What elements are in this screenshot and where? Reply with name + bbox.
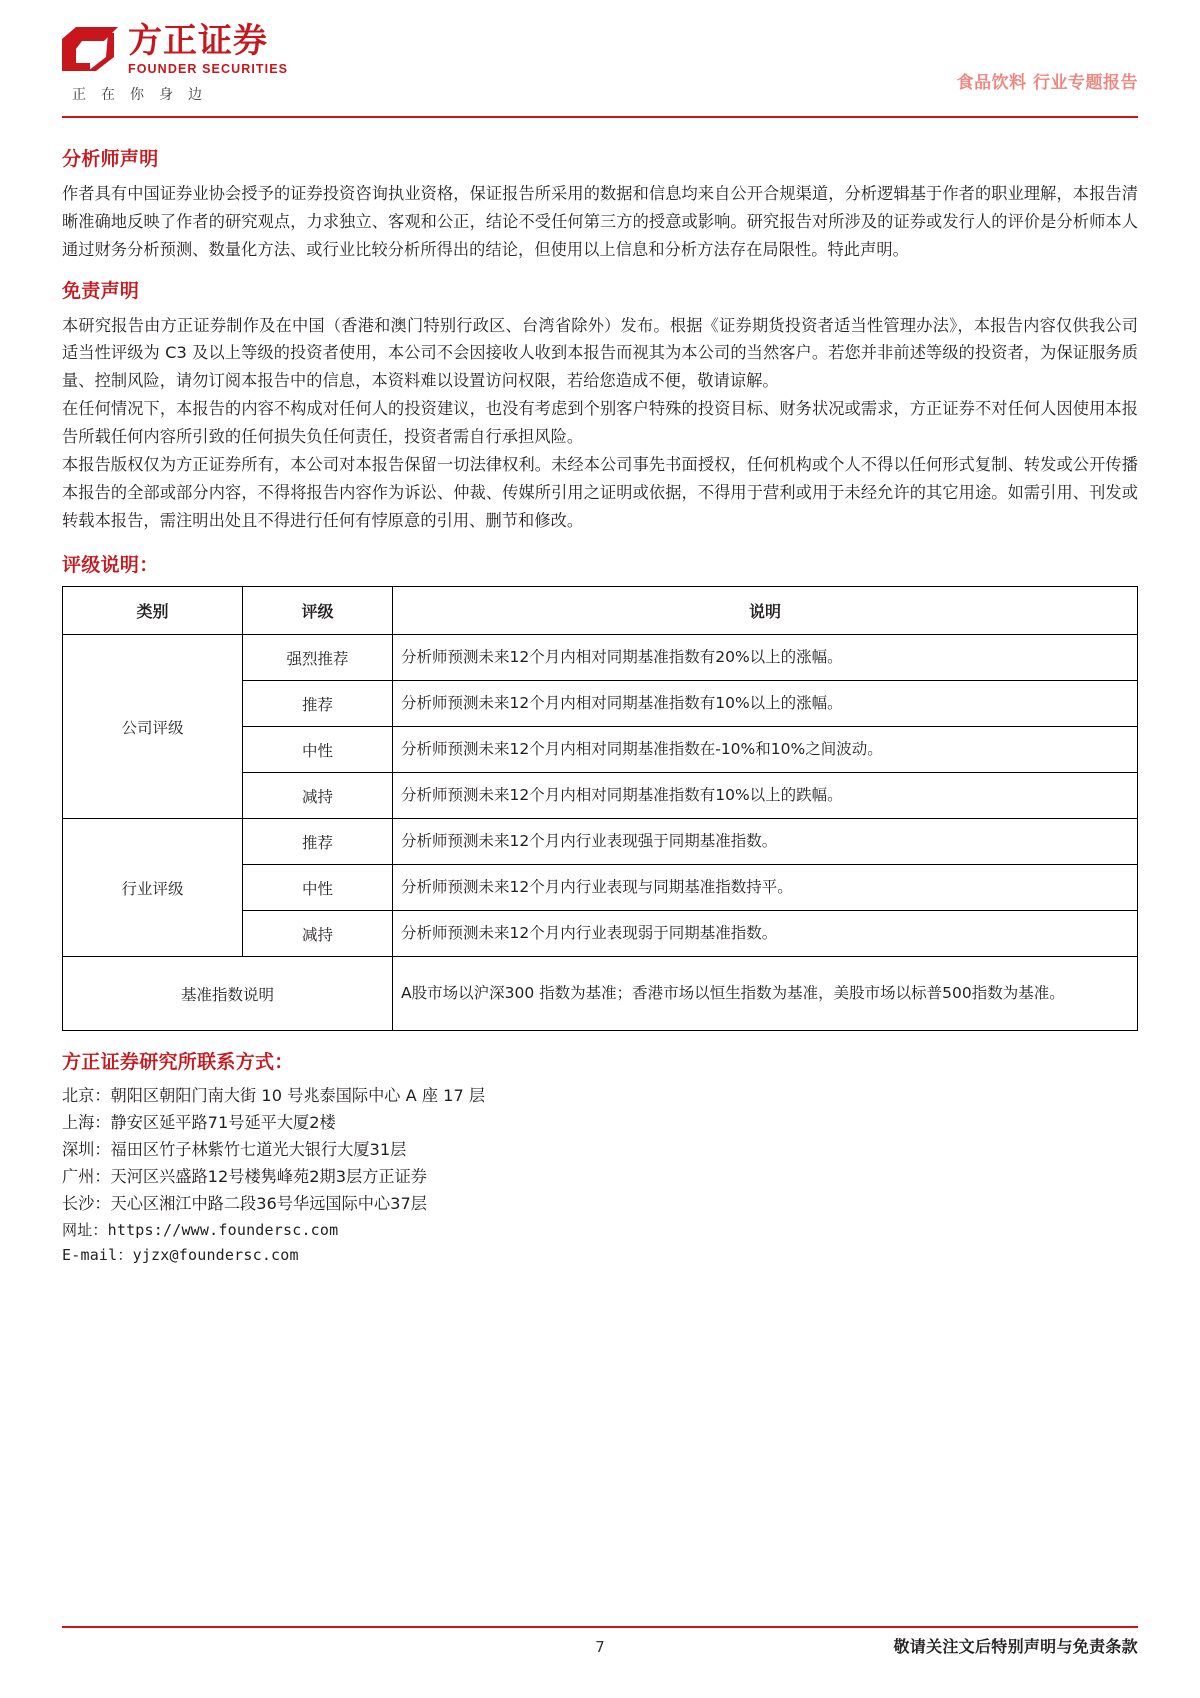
rating-description: 分析师预测未来12个月内相对同期基准指数在-10%和10%之间波动。 — [393, 727, 1138, 773]
rating-description: 分析师预测未来12个月内相对同期基准指数有20%以上的涨幅。 — [393, 635, 1138, 681]
rating-label: 推荐 — [243, 681, 393, 727]
analyst-statement-title: 分析师声明 — [62, 148, 159, 170]
column-header-category: 类别 — [63, 587, 243, 635]
rating-label: 减持 — [243, 911, 393, 957]
rating-description: 分析师预测未来12个月内行业表现与同期基准指数持平。 — [393, 865, 1138, 911]
website-url[interactable]: https://www.foundersc.com — [107, 1220, 339, 1239]
email-label: E-mail： — [62, 1245, 133, 1264]
table-header-row — [63, 587, 1138, 635]
contacts-block — [62, 1083, 1138, 1267]
rating-description: 分析师预测未来12个月内行业表现弱于同期基准指数。 — [393, 911, 1138, 957]
contact-line-website — [62, 1218, 1138, 1243]
table-row — [63, 819, 1138, 865]
rating-definition-table — [62, 586, 1138, 1031]
rating-label: 强烈推荐 — [243, 635, 393, 681]
contact-line-beijing: 北京：朝阳区朝阳门南大街 10 号兆泰国际中心 A 座 17 层 — [62, 1086, 486, 1106]
category-company-rating: 公司评级 — [63, 635, 243, 819]
disclaimer-paragraph-3: 本报告版权仅为方正证券所有，本公司对本报告保留一切法律权利。未经本公司事先书面授权，任何机构或个人不得以任何形式复制、转发或公开传播本报告的全部或部分内容，不得将报告内容作为诉讼、仲裁、传媒所引用之证明或依据，不得用于营利或用于未经允许的其它用途。如需引用、刊发或转载本报告，需注明出处且不得进行任何有悖原意的引用、删节和修改。 — [62, 454, 1138, 530]
table-row — [63, 635, 1138, 681]
rating-description: 分析师预测未来12个月内相对同期基准指数有10%以上的跌幅。 — [393, 773, 1138, 819]
contact-line-email — [62, 1243, 1138, 1268]
footer-disclaimer-note: 敬请关注文后特别声明与免责条款 — [893, 1637, 1138, 1656]
brand-slogan: 正在你身边 — [72, 87, 217, 104]
brand-names — [128, 21, 289, 76]
footer-row — [62, 1638, 1138, 1656]
report-category-tag: 食品饮料 行业专题报告 — [956, 73, 1138, 93]
brand-logo-row — [62, 21, 289, 76]
disclaimer-paragraph-2: 在任何情况下，本报告的内容不构成对任何人的投资建议，也没有考虑到个别客户特殊的投资目标、财务状况或需求，方正证券不对任何人因使用本报告所载任何内容所引致的任何损失负任何责任，投资者需自行承担风险。 — [62, 399, 1138, 447]
contact-line-guangzhou: 广州：天河区兴盛路12号楼隽峰苑2期3层方正证券 — [62, 1167, 427, 1187]
rating-label: 中性 — [243, 865, 393, 911]
rating-description: 分析师预测未来12个月内相对同期基准指数有10%以上的涨幅。 — [393, 681, 1138, 727]
contact-line-shenzhen: 深圳：福田区竹子林紫竹七道光大银行大厦31层 — [62, 1140, 407, 1160]
contact-line-shanghai: 上海：静安区延平路71号延平大厦2楼 — [62, 1113, 336, 1133]
analyst-statement-paragraph: 作者具有中国证券业协会授予的证券投资咨询执业资格，保证报告所采用的数据和信息均来自公开合规渠道，分析逻辑基于作者的职业理解，本报告清晰准确地反映了作者的研究观点，力求独立、客观和公正，结论不受任何第三方的授意或影响。研究报告对所涉及的证券或发行人的评价是分析师本人通过财务分析预测、数量化方法、或行业比较分析所得出的结论，但使用以上信息和分析方法存在局限性。特此声明。 — [62, 184, 1138, 259]
page-header — [0, 0, 1200, 118]
rating-label: 中性 — [243, 727, 393, 773]
column-header-description: 说明 — [393, 587, 1138, 635]
page-number: 7 — [595, 1638, 605, 1656]
brand-name-cn: 方正证券 — [128, 21, 268, 61]
rating-section-title: 评级说明： — [62, 554, 159, 577]
email-address[interactable]: yjzx@foundersc.com — [132, 1245, 299, 1264]
header-divider — [62, 116, 1138, 118]
rating-description: 分析师预测未来12个月内行业表现强于同期基准指数。 — [393, 819, 1138, 865]
rating-label: 推荐 — [243, 819, 393, 865]
page-content — [0, 118, 1200, 1268]
benchmark-label: 基准指数说明 — [63, 957, 393, 1031]
rating-label: 减持 — [243, 773, 393, 819]
contact-line-changsha: 长沙：天心区湘江中路二段36号华远国际中心37层 — [62, 1194, 427, 1214]
website-label: 网址： — [62, 1220, 108, 1239]
page-footer — [62, 1626, 1138, 1656]
disclaimer-title: 免责声明 — [62, 279, 140, 302]
footer-divider — [62, 1626, 1138, 1628]
column-header-rating: 评级 — [243, 587, 393, 635]
table-row-benchmark — [63, 957, 1138, 1031]
brand-block — [62, 0, 288, 104]
contacts-title: 方正证券研究所联系方式： — [62, 1051, 294, 1074]
category-industry-rating: 行业评级 — [63, 819, 243, 957]
brand-name-en: FOUNDER SECURITIES — [128, 61, 289, 76]
disclaimer-paragraph-1: 本研究报告由方正证券制作及在中国（香港和澳门特别行政区、台湾省除外）发布。根据《证券期货投资者适当性管理办法》，本报告内容仅供我公司适当性评级为 C3 及以上等级的投资者使用，本公司不会因接收人收到本报告而视其为本公司的当然客户。若您并非前述等级的投资者，为保证服务质量、控制风险，请勿订阅本报告中的信息，本资料难以设置访问权限，若给您造成不便，敬请谅解。 — [62, 315, 1138, 391]
benchmark-description: A股市场以沪深300 指数为基准；香港市场以恒生指数为基准，美股市场以标普500指数为基准。 — [393, 957, 1138, 1031]
founder-securities-logo-icon — [62, 27, 118, 75]
